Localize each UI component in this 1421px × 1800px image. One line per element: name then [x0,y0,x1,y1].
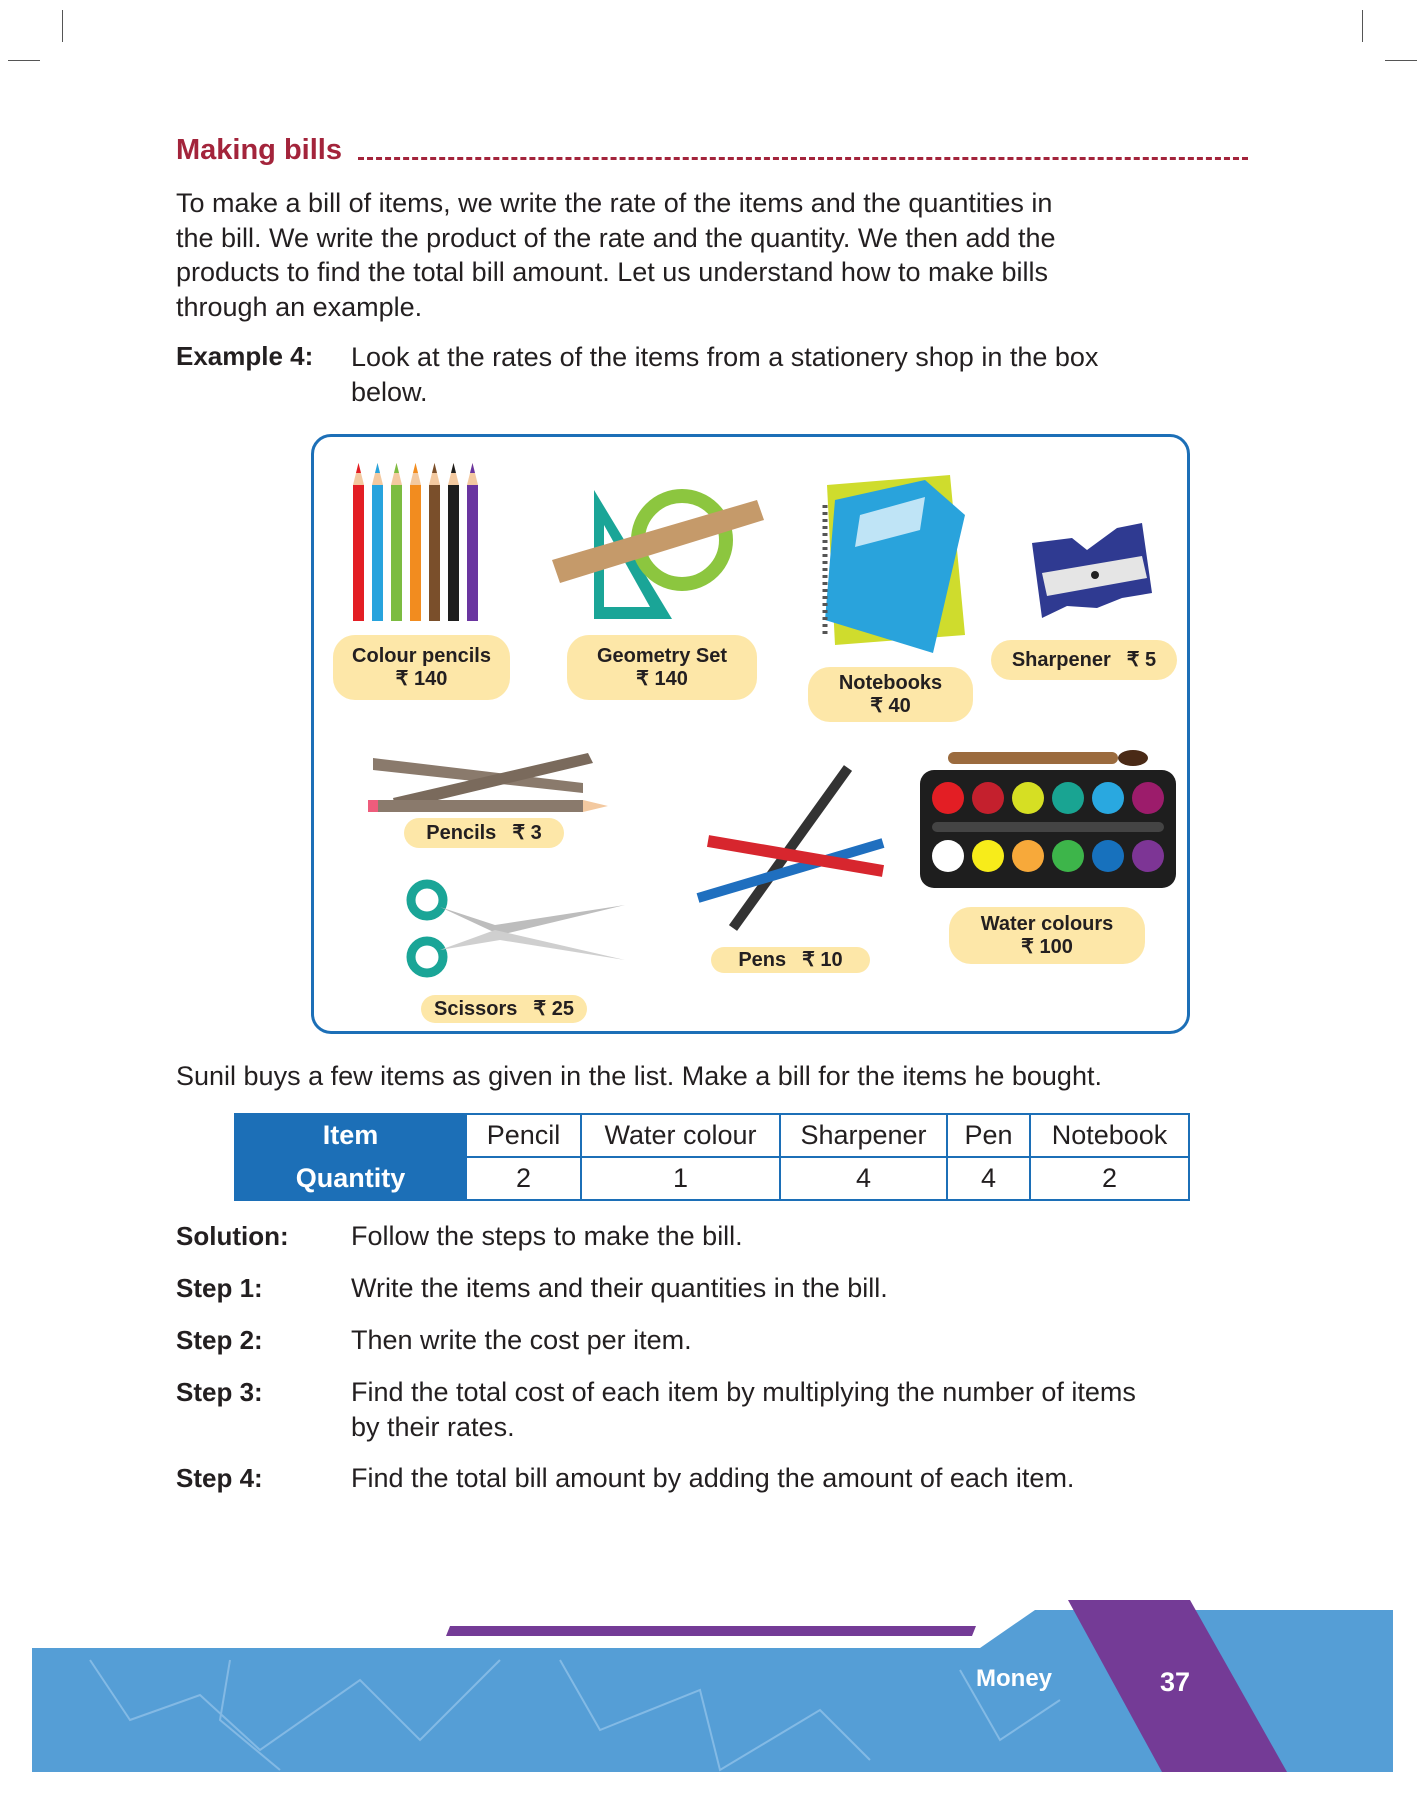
table-cell: Pen [947,1114,1030,1157]
crop-mark [62,10,63,42]
geometry-set-image [552,485,767,625]
footer-banner [0,1600,1421,1780]
item-name: Sharpener [1011,648,1111,671]
pens-image [688,763,890,933]
intro-line: products to find the total bill amount. Let us understand how to make bills [176,257,1049,287]
sharpener-image [1027,518,1155,623]
section-heading: Making bills [176,134,342,166]
crop-mark [1385,60,1417,61]
solution-text: Follow the steps to make the bill. [351,1221,743,1251]
item-name: Water colours [980,912,1114,935]
example-label: Example 4: [176,341,314,371]
table-cell: Pencil [466,1114,581,1157]
price-tag-sharpener [991,640,1177,680]
water-colours-image [918,748,1180,890]
notebook-image [815,475,970,655]
item-price: ₹ 140 [636,667,688,690]
step-label: Step 4: [176,1463,263,1493]
item-price: ₹ 100 [1021,935,1073,958]
intro-line: To make a bill of items, we write the rate of the items and the quantities in [176,188,1053,218]
intro-line: the bill. We write the product of the rate and the quantity. We then add the [176,222,1056,253]
step-label: Step 1: [176,1273,263,1303]
table-row [235,1157,1189,1200]
heading-dash-line [358,157,1248,160]
example-text [351,340,1098,409]
item-name: Pens [738,948,787,971]
table-row [235,1114,1189,1157]
solution-label: Solution: [176,1221,289,1251]
intro-line: through an example. [176,291,423,322]
item-price: ₹ 5 [1126,648,1157,671]
item-price: ₹ 25 [533,997,574,1020]
item-price: ₹ 3 [512,821,542,844]
table-cell: 2 [1030,1157,1189,1200]
crop-mark [8,60,40,61]
page-number: 37 [1160,1667,1191,1697]
item-price: ₹ 140 [395,667,448,690]
table-cell: 1 [581,1157,780,1200]
item-name: Colour pencils [352,644,491,667]
table-cell: Sharpener [780,1114,947,1157]
item-name: Scissors [434,997,518,1020]
step-line: by their rates. [351,1411,515,1442]
table-cell: Water colour [581,1114,780,1157]
step-text: Write the items and their quantities in the bill. [351,1273,888,1303]
step-text: Find the total bill amount by adding the amount of each item. [351,1463,1075,1493]
example-line: Look at the rates of the items from a stationery shop in the box [351,342,1099,372]
step-label: Step 3: [176,1377,263,1407]
pencils-image [368,748,618,813]
example-line: below. [351,376,428,407]
item-name: Geometry Set [596,644,728,667]
price-tag-pens [711,947,870,973]
table-cell: 4 [780,1157,947,1200]
price-tag-scissors [421,995,587,1023]
row-header: Item [235,1114,466,1157]
price-tag-colour-pencils [333,635,510,700]
crop-mark [1362,10,1363,42]
step-line: Find the total cost of each item by multiplying the number of items [351,1377,1136,1407]
price-tag-pencils [404,818,564,848]
price-tag-notebooks [808,667,973,722]
item-price: ₹ 10 [802,948,843,971]
step-text: Then write the cost per item. [351,1325,692,1355]
item-price: ₹ 40 [870,694,911,717]
table-cell: 4 [947,1157,1030,1200]
scissors-image [405,875,627,980]
item-name: Pencils [426,821,497,844]
purchase-table [234,1113,1190,1201]
step-label: Step 2: [176,1325,263,1355]
step-text [351,1375,1136,1444]
question-text: Sunil buys a few items as given in the list. Make a bill for the items he bought. [176,1061,1102,1091]
table-cell: 2 [466,1157,581,1200]
chapter-name: Money [976,1665,1053,1692]
price-tag-geometry-set [567,635,757,700]
row-header: Quantity [235,1157,466,1200]
intro-paragraph [176,186,1056,324]
item-name: Notebooks [838,671,943,694]
table-cell: Notebook [1030,1114,1189,1157]
colour-pencils-image [345,455,490,625]
price-tag-water-colours [949,907,1145,964]
